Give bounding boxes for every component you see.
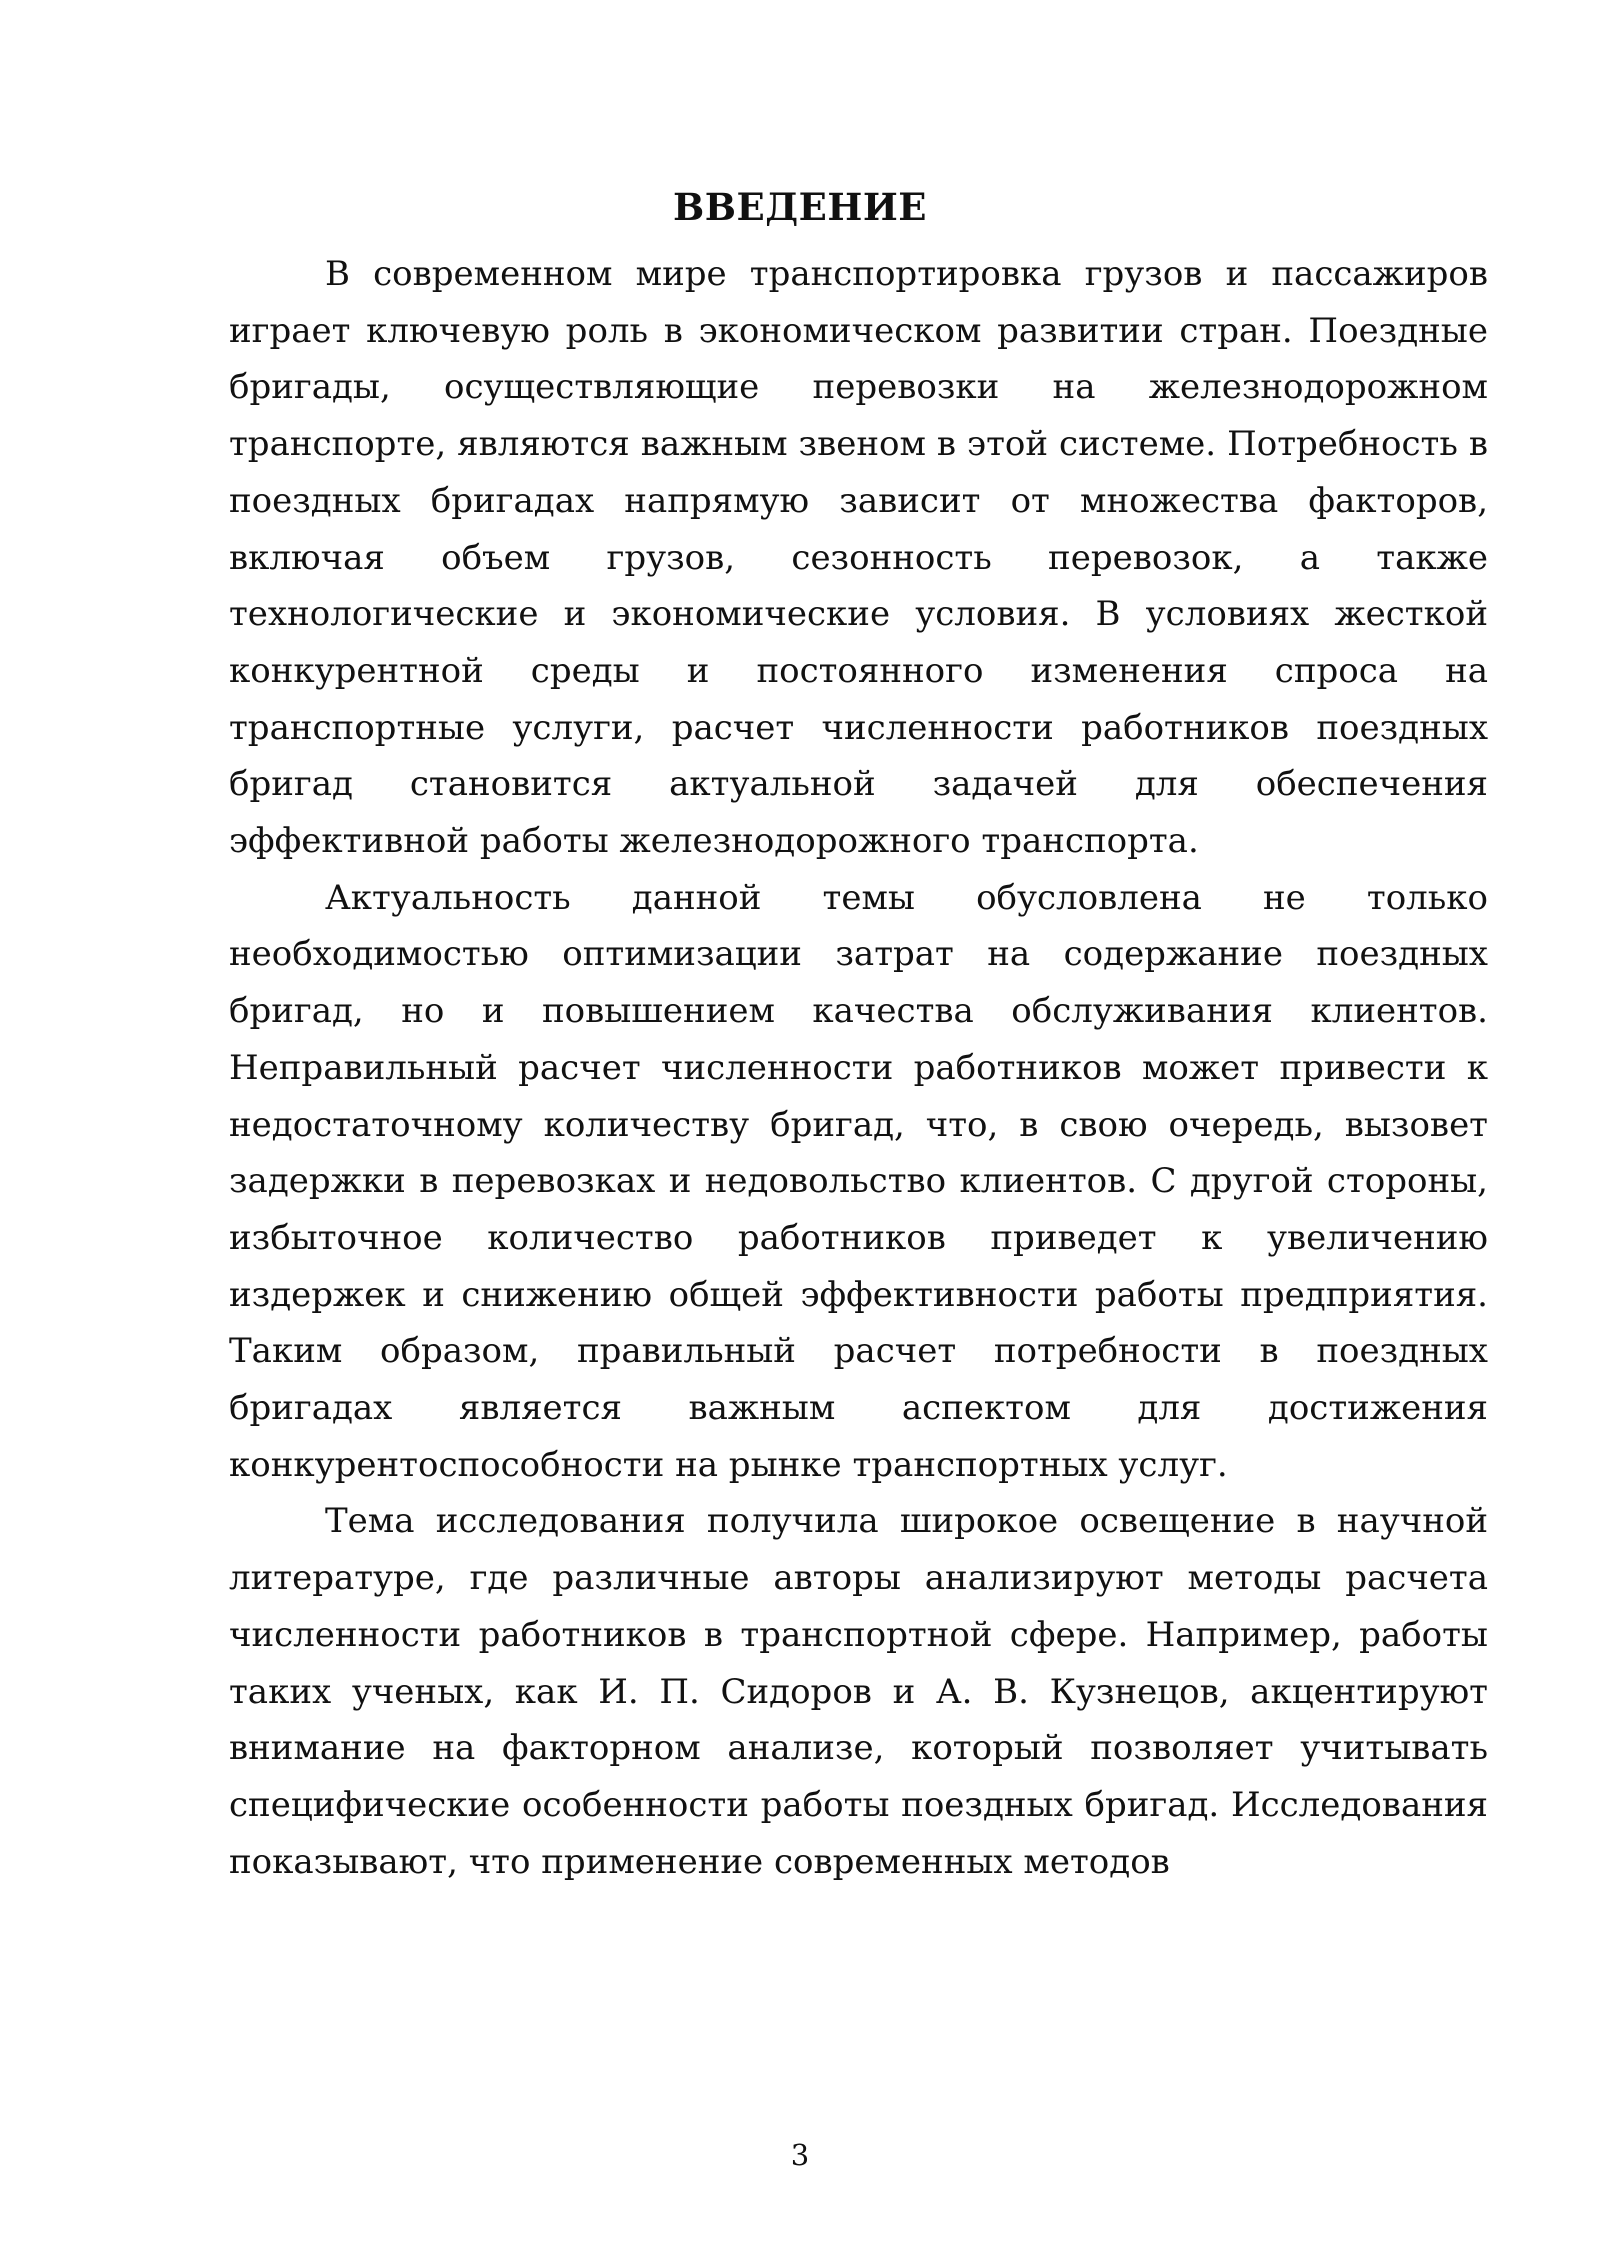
page-number: 3 xyxy=(790,2138,810,2172)
document-body xyxy=(229,246,1488,1890)
paragraph: Актуальность данной темы обусловлена не только необходимостью оптимизации затрат на содержание поездных бригад, но и повышением качества обслуживания клиентов. Неправильный расчет численности работников может привести к недостаточному количеству бригад, что, в свою очередь, вызовет задержки в перевозках и недовольство клиентов. С другой стороны, избыточное количество работников приведет к увеличению издержек и снижению общей эффективности работы предприятия. Таким образом, правильный расчет потребности в поездных бригадах является важным аспектом для достижения конкурентоспособности на рынке транспортных услуг. xyxy=(229,877,1488,1485)
page-title: ВВЕДЕНИЕ xyxy=(673,184,927,229)
paragraph: В современном мире транспортировка грузов и пассажиров играет ключевую роль в экономическом развитии стран. Поездные бригады, осуществляющие перевозки на железнодорожном транспорте, являются важным звеном в этой системе. Потребность в поездных бригадах напрямую зависит от множества факторов, включая объем грузов, сезонность перевозок, а также технологические и экономические условия. В условиях жесткой конкурентной среды и постоянного изменения спроса на транспортные услуги, расчет численности работников поездных бригад становится актуальной задачей для обеспечения эффективной работы железнодорожного транспорта. xyxy=(229,254,1488,862)
paragraph: Тема исследования получила широкое освещение в научной литературе, где различные авторы анализируют методы расчета численности работников в транспортной сфере. Например, работы таких ученых, как И. П. Сидоров и А. В. Кузнецов, акцентируют внимание на факторном анализе, который позволяет учитывать специфические особенности работы поездных бригад. Исследования показывают, что применение современных методов xyxy=(229,1501,1488,1882)
